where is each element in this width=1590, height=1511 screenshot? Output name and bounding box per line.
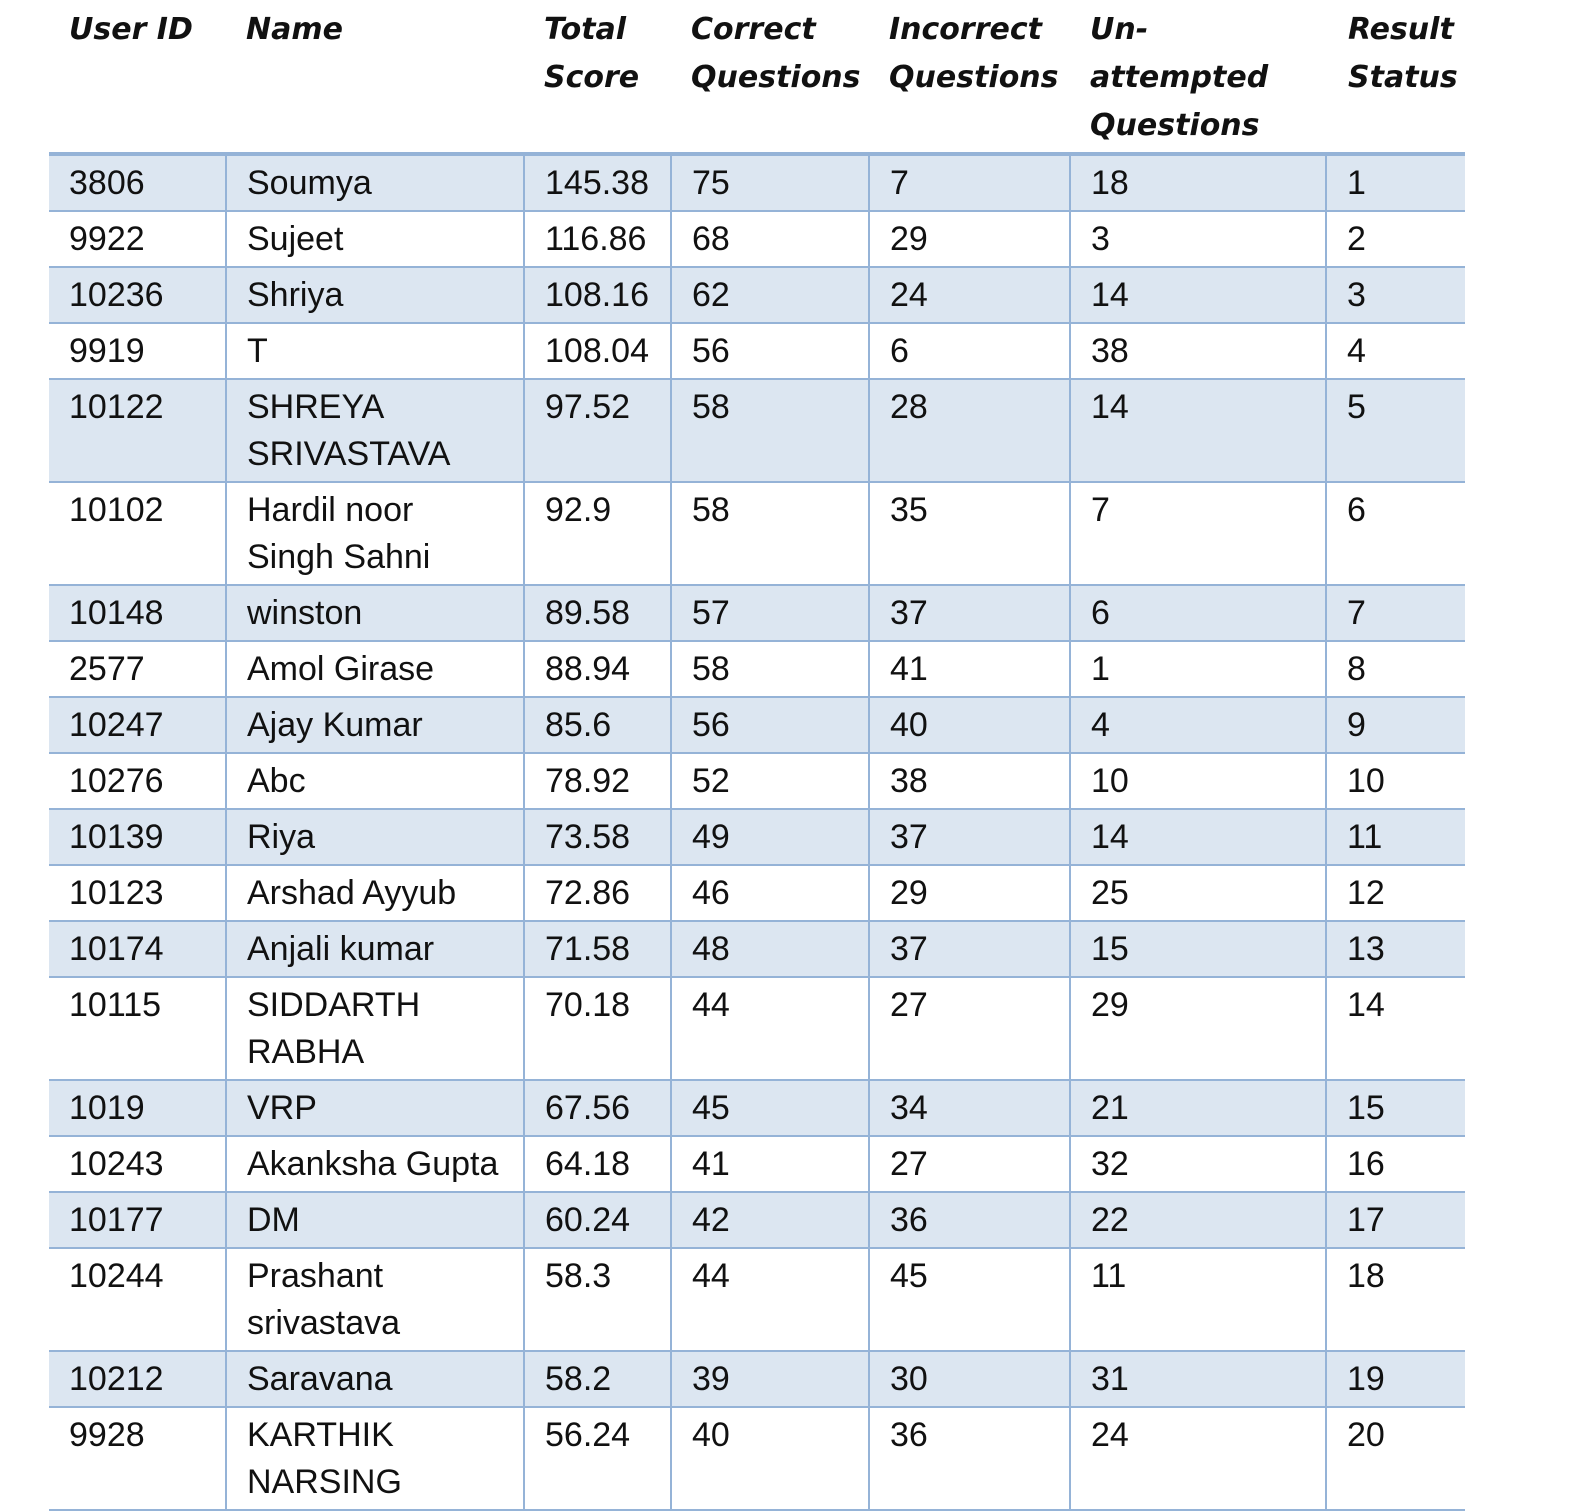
cell-incorrect-questions: 34 [869,1080,1070,1136]
cell-user-id: 10174 [49,921,226,977]
cell-user-id: 10244 [49,1248,226,1351]
cell-incorrect-questions: 38 [869,753,1070,809]
table-row [49,1136,1465,1192]
cell-total-score: 64.18 [524,1136,671,1192]
cell-result-status: 5 [1326,379,1465,482]
cell-incorrect-questions: 24 [869,267,1070,323]
cell-unattempted-questions: 6 [1070,585,1326,641]
cell-name: KARTHIK NARSING [226,1407,524,1510]
cell-name: Anjali kumar [226,921,524,977]
cell-correct-questions: 56 [671,323,869,379]
cell-user-id: 9919 [49,323,226,379]
cell-unattempted-questions: 38 [1070,323,1326,379]
cell-result-status: 8 [1326,641,1465,697]
cell-total-score: 89.58 [524,585,671,641]
cell-unattempted-questions: 15 [1070,921,1326,977]
table-row [49,921,1465,977]
cell-name: Sujeet [226,211,524,267]
cell-user-id: 1019 [49,1080,226,1136]
cell-result-status: 14 [1326,977,1465,1080]
cell-unattempted-questions: 32 [1070,1136,1326,1192]
cell-correct-questions: 58 [671,379,869,482]
cell-unattempted-questions: 22 [1070,1192,1326,1248]
cell-name: Ajay Kumar [226,697,524,753]
cell-name: Abc [226,753,524,809]
header-total-score: Total Score [524,0,671,154]
table-row [49,865,1465,921]
cell-name: Saravana [226,1351,524,1407]
cell-total-score: 72.86 [524,865,671,921]
table-row [49,1351,1465,1407]
cell-user-id: 10139 [49,809,226,865]
cell-total-score: 58.3 [524,1248,671,1351]
cell-result-status: 6 [1326,482,1465,585]
cell-result-status: 7 [1326,585,1465,641]
cell-unattempted-questions: 3 [1070,211,1326,267]
cell-user-id: 2577 [49,641,226,697]
cell-total-score: 108.04 [524,323,671,379]
cell-incorrect-questions: 27 [869,977,1070,1080]
cell-name: T [226,323,524,379]
table-row [49,809,1465,865]
cell-name: SIDDARTH RABHA [226,977,524,1080]
header-user-id: User ID [49,0,226,154]
cell-incorrect-questions: 35 [869,482,1070,585]
cell-incorrect-questions: 37 [869,921,1070,977]
cell-user-id: 10102 [49,482,226,585]
cell-correct-questions: 58 [671,641,869,697]
cell-result-status: 12 [1326,865,1465,921]
cell-result-status: 11 [1326,809,1465,865]
cell-result-status: 4 [1326,323,1465,379]
cell-correct-questions: 40 [671,1407,869,1510]
cell-total-score: 88.94 [524,641,671,697]
cell-user-id: 10115 [49,977,226,1080]
table-row [49,977,1465,1080]
cell-name: winston [226,585,524,641]
cell-user-id: 10236 [49,267,226,323]
cell-user-id: 10122 [49,379,226,482]
cell-correct-questions: 75 [671,154,869,211]
cell-incorrect-questions: 28 [869,379,1070,482]
cell-name: Shriya [226,267,524,323]
cell-name: Prashant srivastava [226,1248,524,1351]
cell-user-id: 9922 [49,211,226,267]
header-row [49,0,1465,154]
cell-user-id: 10177 [49,1192,226,1248]
cell-total-score: 73.58 [524,809,671,865]
cell-unattempted-questions: 18 [1070,154,1326,211]
cell-incorrect-questions: 6 [869,323,1070,379]
cell-total-score: 71.58 [524,921,671,977]
cell-name: Hardil noor Singh Sahni [226,482,524,585]
cell-incorrect-questions: 29 [869,865,1070,921]
cell-unattempted-questions: 29 [1070,977,1326,1080]
table-row [49,697,1465,753]
cell-total-score: 85.6 [524,697,671,753]
table-row [49,753,1465,809]
header-unattempted-questions: Un-attempted Questions [1070,0,1326,154]
cell-unattempted-questions: 11 [1070,1248,1326,1351]
results-table [49,0,1465,1511]
cell-correct-questions: 44 [671,1248,869,1351]
cell-correct-questions: 44 [671,977,869,1080]
table-row [49,1407,1465,1510]
cell-total-score: 70.18 [524,977,671,1080]
cell-incorrect-questions: 41 [869,641,1070,697]
cell-result-status: 10 [1326,753,1465,809]
cell-total-score: 67.56 [524,1080,671,1136]
cell-unattempted-questions: 24 [1070,1407,1326,1510]
cell-result-status: 17 [1326,1192,1465,1248]
cell-incorrect-questions: 7 [869,154,1070,211]
cell-total-score: 56.24 [524,1407,671,1510]
cell-total-score: 60.24 [524,1192,671,1248]
cell-unattempted-questions: 10 [1070,753,1326,809]
cell-incorrect-questions: 40 [869,697,1070,753]
cell-result-status: 20 [1326,1407,1465,1510]
table-row [49,1080,1465,1136]
cell-correct-questions: 41 [671,1136,869,1192]
cell-unattempted-questions: 14 [1070,267,1326,323]
cell-result-status: 18 [1326,1248,1465,1351]
header-incorrect-questions: Incorrect Questions [869,0,1070,154]
header-name: Name [226,0,524,154]
cell-incorrect-questions: 37 [869,809,1070,865]
cell-correct-questions: 39 [671,1351,869,1407]
cell-correct-questions: 57 [671,585,869,641]
cell-unattempted-questions: 14 [1070,379,1326,482]
cell-total-score: 97.52 [524,379,671,482]
cell-user-id: 9928 [49,1407,226,1510]
cell-unattempted-questions: 25 [1070,865,1326,921]
cell-incorrect-questions: 36 [869,1407,1070,1510]
cell-result-status: 16 [1326,1136,1465,1192]
table-row [49,323,1465,379]
cell-user-id: 10123 [49,865,226,921]
cell-correct-questions: 58 [671,482,869,585]
cell-name: Soumya [226,154,524,211]
table-row [49,641,1465,697]
cell-correct-questions: 49 [671,809,869,865]
cell-total-score: 78.92 [524,753,671,809]
cell-result-status: 13 [1326,921,1465,977]
table-row [49,267,1465,323]
table-body [49,154,1465,1510]
cell-user-id: 10212 [49,1351,226,1407]
cell-name: DM [226,1192,524,1248]
cell-unattempted-questions: 7 [1070,482,1326,585]
cell-name: Riya [226,809,524,865]
cell-result-status: 9 [1326,697,1465,753]
cell-user-id: 10243 [49,1136,226,1192]
cell-unattempted-questions: 14 [1070,809,1326,865]
cell-name: VRP [226,1080,524,1136]
cell-total-score: 58.2 [524,1351,671,1407]
cell-name: Akanksha Gupta [226,1136,524,1192]
cell-result-status: 15 [1326,1080,1465,1136]
cell-user-id: 10148 [49,585,226,641]
cell-result-status: 3 [1326,267,1465,323]
cell-unattempted-questions: 1 [1070,641,1326,697]
cell-correct-questions: 56 [671,697,869,753]
table-header [49,0,1465,154]
cell-unattempted-questions: 4 [1070,697,1326,753]
table-row [49,379,1465,482]
cell-correct-questions: 48 [671,921,869,977]
cell-correct-questions: 46 [671,865,869,921]
header-result-status: Result Status [1326,0,1465,154]
cell-result-status: 1 [1326,154,1465,211]
cell-name: SHREYA SRIVASTAVA [226,379,524,482]
cell-total-score: 92.9 [524,482,671,585]
table-row [49,1248,1465,1351]
cell-total-score: 108.16 [524,267,671,323]
cell-total-score: 116.86 [524,211,671,267]
cell-name: Amol Girase [226,641,524,697]
table-row [49,154,1465,211]
cell-correct-questions: 45 [671,1080,869,1136]
header-correct-questions: Correct Questions [671,0,869,154]
cell-correct-questions: 62 [671,267,869,323]
cell-result-status: 19 [1326,1351,1465,1407]
cell-correct-questions: 68 [671,211,869,267]
cell-user-id: 3806 [49,154,226,211]
cell-incorrect-questions: 37 [869,585,1070,641]
cell-unattempted-questions: 21 [1070,1080,1326,1136]
cell-user-id: 10276 [49,753,226,809]
table-row [49,211,1465,267]
table-row [49,482,1465,585]
cell-total-score: 145.38 [524,154,671,211]
cell-incorrect-questions: 45 [869,1248,1070,1351]
cell-result-status: 2 [1326,211,1465,267]
table-row [49,1192,1465,1248]
cell-incorrect-questions: 27 [869,1136,1070,1192]
cell-correct-questions: 52 [671,753,869,809]
cell-incorrect-questions: 30 [869,1351,1070,1407]
cell-incorrect-questions: 36 [869,1192,1070,1248]
cell-name: Arshad Ayyub [226,865,524,921]
table-row [49,585,1465,641]
cell-correct-questions: 42 [671,1192,869,1248]
cell-incorrect-questions: 29 [869,211,1070,267]
cell-unattempted-questions: 31 [1070,1351,1326,1407]
cell-user-id: 10247 [49,697,226,753]
